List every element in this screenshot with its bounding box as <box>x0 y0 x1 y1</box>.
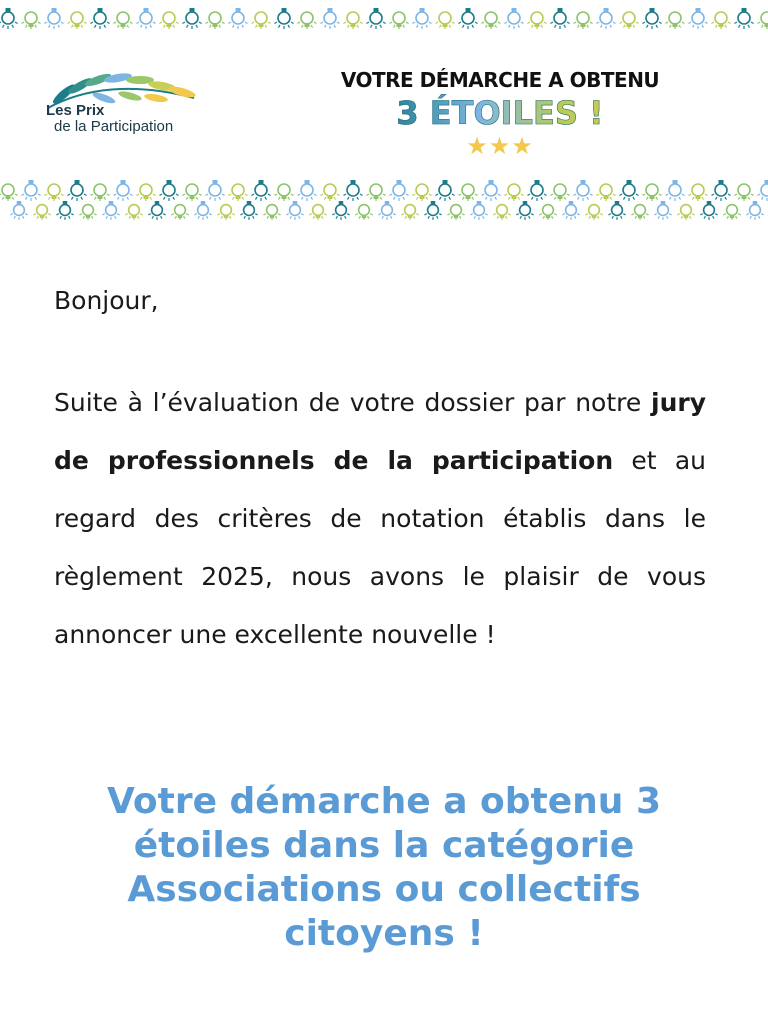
lightbulb-icon <box>148 201 165 220</box>
lightbulb-icon <box>470 201 487 220</box>
logo <box>44 68 214 148</box>
lightbulb-icon <box>435 12 454 29</box>
lightbulb-icon <box>67 12 86 29</box>
lightbulb-icon <box>654 201 671 220</box>
lightbulb-icon <box>481 180 500 201</box>
lightbulb-icon <box>573 12 592 29</box>
lightbulb-icon <box>136 8 155 29</box>
lightbulb-icon <box>746 201 763 220</box>
lightbulb-icon <box>504 184 523 201</box>
lightbulb-icon <box>458 184 477 201</box>
lightbulb-icon <box>412 8 431 29</box>
lightbulb-icon <box>90 184 109 201</box>
lightbulb-icon <box>182 8 201 29</box>
lightbulb-icon <box>688 8 707 29</box>
lightbulb-icon <box>102 201 119 220</box>
lightbulb-icon <box>0 184 18 201</box>
letter-body <box>54 276 706 664</box>
lightbulb-icon <box>194 201 211 220</box>
lightbulb-icon <box>642 8 661 29</box>
lightbulb-icon <box>401 205 418 220</box>
lightbulb-icon <box>159 180 178 201</box>
lightbulb-icon-row <box>0 176 768 224</box>
lightbulb-icon <box>205 180 224 201</box>
lightbulb-icon <box>734 8 753 29</box>
lightbulb-pattern-bottom <box>0 176 768 224</box>
lightbulb-icon <box>424 201 441 220</box>
lightbulb-icon <box>286 201 303 220</box>
lightbulb-icon <box>677 205 694 220</box>
lightbulb-icon <box>67 180 86 201</box>
lightbulb-icon <box>0 8 18 29</box>
lightbulb-icon <box>10 201 27 220</box>
lightbulb-icon <box>711 180 730 201</box>
lightbulb-icon <box>309 205 326 220</box>
lightbulb-icon <box>79 205 96 220</box>
lightbulb-icon <box>665 180 684 201</box>
lightbulb-icon <box>251 12 270 29</box>
lightbulb-icon <box>539 205 556 220</box>
lightbulb-icon <box>205 12 224 29</box>
lightbulb-icon <box>631 205 648 220</box>
lightbulb-icon <box>44 184 63 201</box>
paragraph-bold-jury: jury de professionnels de la participation <box>54 388 706 475</box>
lightbulb-icon <box>240 201 257 220</box>
lightbulb-icon <box>56 201 73 220</box>
lightbulb-icon <box>90 8 109 29</box>
main-paragraph <box>54 374 706 664</box>
lightbulb-icon <box>550 8 569 29</box>
headline-stars-count: 3 ÉTOILES ! <box>300 94 700 132</box>
lightbulb-icon <box>527 180 546 201</box>
lightbulb-icon <box>366 8 385 29</box>
lightbulb-icon <box>21 180 40 201</box>
lightbulb-icon <box>44 8 63 29</box>
lightbulb-icon <box>33 205 50 220</box>
lightbulb-icon <box>642 184 661 201</box>
lightbulb-icon <box>562 201 579 220</box>
paragraph-text-end: et au regard des critères de notation établis dans le règlement 2025, nous avons le plaisir de vous annoncer une excellente nouvelle ! <box>54 446 706 649</box>
lightbulb-icon <box>723 205 740 220</box>
lightbulb-icon <box>412 184 431 201</box>
lightbulb-icon <box>504 8 523 29</box>
lightbulb-icon <box>251 180 270 201</box>
lightbulb-icon <box>378 201 395 220</box>
lightbulb-icon <box>263 205 280 220</box>
lightbulb-icon <box>665 12 684 29</box>
lightbulb-icon <box>113 180 132 201</box>
paragraph-text-start: Suite à l’évaluation de votre dossier par notre <box>54 388 651 417</box>
lightbulb-icon <box>435 180 454 201</box>
lightbulb-icon <box>527 12 546 29</box>
lightbulb-icon <box>757 12 768 29</box>
lightbulb-icon <box>217 205 234 220</box>
lightbulb-icon <box>136 184 155 201</box>
lightbulb-icon <box>332 201 349 220</box>
greeting: Bonjour, <box>54 286 159 315</box>
lightbulb-icon <box>389 12 408 29</box>
lightbulb-icon <box>125 205 142 220</box>
lightbulb-icon <box>619 180 638 201</box>
lightbulb-icon <box>355 205 372 220</box>
lightbulb-icon <box>550 184 569 201</box>
lightbulb-icon-row <box>0 0 768 38</box>
headline <box>300 68 700 160</box>
lightbulb-icon <box>688 184 707 201</box>
lightbulb-icon <box>182 184 201 201</box>
lightbulb-icon <box>493 205 510 220</box>
lightbulb-icon <box>274 184 293 201</box>
lightbulb-icon <box>320 184 339 201</box>
lightbulb-icon <box>228 184 247 201</box>
lightbulb-icon <box>700 201 717 220</box>
lightbulb-icon <box>734 184 753 201</box>
lightbulb-icon <box>619 12 638 29</box>
header <box>0 38 768 176</box>
lightbulb-icon <box>21 12 40 29</box>
lightbulb-icon <box>458 8 477 29</box>
logo-text-line2: de la Participation <box>54 118 174 135</box>
lightbulb-icon <box>573 180 592 201</box>
lightbulb-icon <box>343 12 362 29</box>
lightbulb-icon <box>711 12 730 29</box>
announcement: Votre démarche a obtenu 3 étoiles dans la catégorie Associations ou collectifs citoyens ! <box>107 781 661 954</box>
logo-text-line1: Les Prix <box>46 102 105 119</box>
lightbulb-icon <box>447 205 464 220</box>
lightbulb-icon <box>608 201 625 220</box>
lightbulb-icon <box>596 184 615 201</box>
lightbulb-icon <box>113 12 132 29</box>
lightbulb-icon <box>320 8 339 29</box>
lightbulb-icon <box>171 205 188 220</box>
star-rating-icon: ★★★ <box>466 132 534 160</box>
lightbulb-pattern-top <box>0 0 768 38</box>
lightbulb-icon <box>228 8 247 29</box>
lightbulb-icon <box>297 12 316 29</box>
lightbulb-icon <box>366 184 385 201</box>
lightbulb-icon <box>343 180 362 201</box>
lightbulb-icon <box>596 8 615 29</box>
lightbulb-icon <box>481 12 500 29</box>
lightbulb-icon <box>389 180 408 201</box>
lightbulb-icon <box>297 180 316 201</box>
lightbulb-icon <box>516 201 533 220</box>
headline-top-text: VOTRE DÉMARCHE A OBTENU <box>340 68 660 92</box>
lightbulb-icon <box>159 12 178 29</box>
lightbulb-icon <box>274 8 293 29</box>
lightbulb-icon <box>757 180 768 201</box>
lightbulb-icon <box>585 205 602 220</box>
